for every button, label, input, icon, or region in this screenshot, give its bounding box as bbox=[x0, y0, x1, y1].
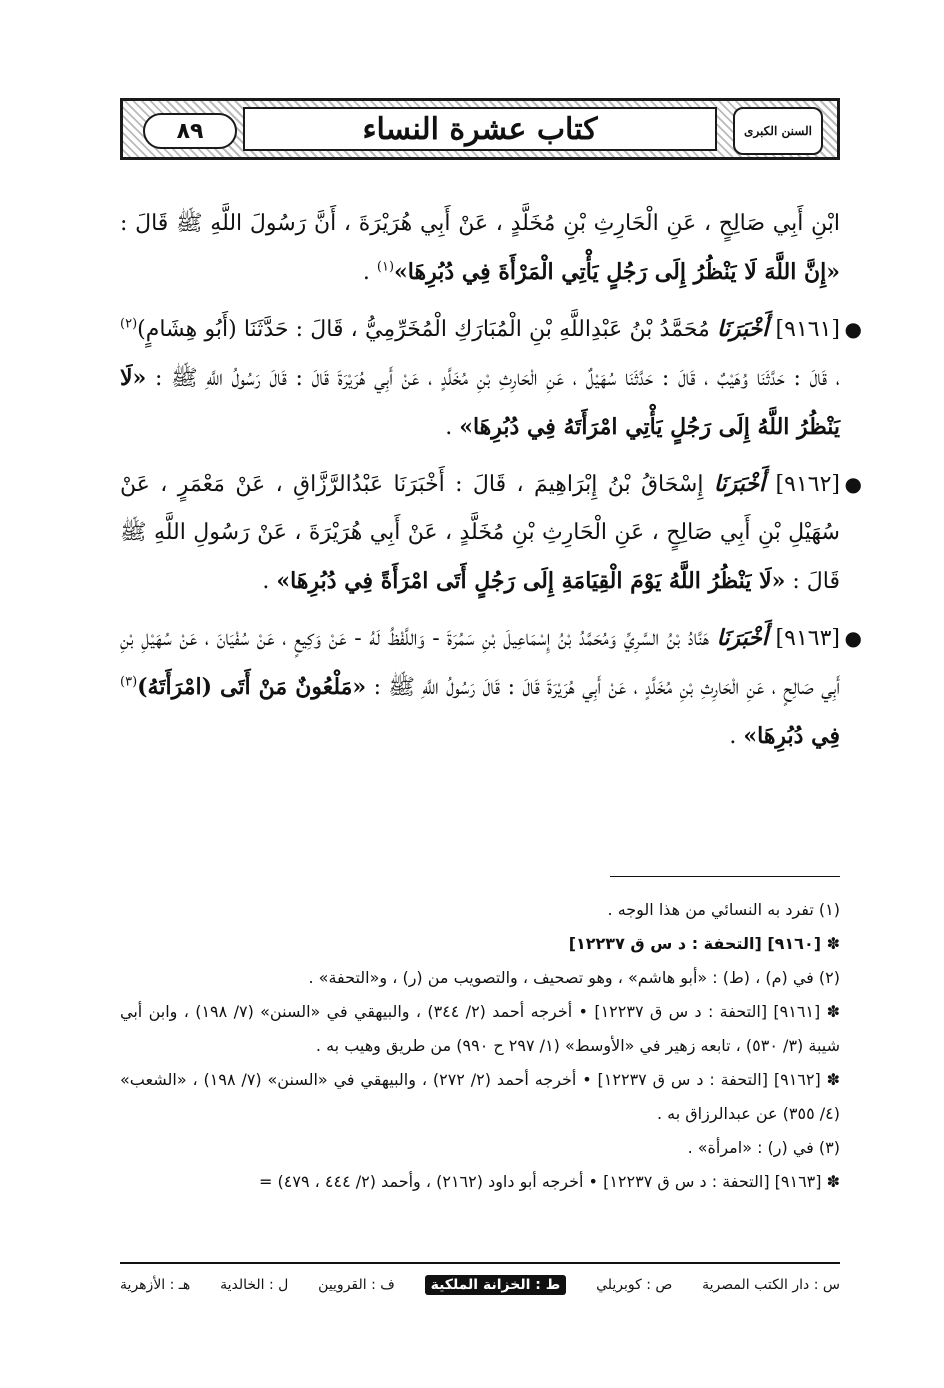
isnad-text: مُحَمَّدُ بْنُ عَبْدِاللَّهِ بْنِ الْمُبَارَكِ الْمُخَرِّمِيُّ ، قَالَ : حَدَّثَنَا (أَبُو هِشَامٍ) bbox=[137, 317, 710, 342]
footnotes bbox=[120, 893, 840, 1199]
page-header bbox=[120, 98, 840, 160]
punctuation: . bbox=[445, 415, 460, 440]
bullet-icon: ● bbox=[844, 626, 862, 650]
page-number: ٨٩ bbox=[143, 113, 237, 149]
manuscript-legend bbox=[120, 1270, 840, 1300]
footnote-3: (٣) في (ر) : «امرأة» . bbox=[687, 1138, 840, 1157]
hadith-text-continued: فِي دُبُرِهَا» bbox=[743, 723, 840, 749]
legend-item-sad: ص : كوبريلي bbox=[596, 1277, 673, 1293]
hadith-text: «إِنَّ اللَّهَ لَا يَنْظُرُ إِلَى رَجُلٍ يَأْتِي الْمَرْأَةَ فِي دُبُرِهَا» bbox=[394, 259, 840, 285]
book-logo-seal: السنن الكبرى bbox=[733, 107, 823, 155]
hadith-text: «مَلْعُونٌ مَنْ أَتَى (امْرَأَتَهُ) bbox=[137, 674, 367, 700]
legend-divider bbox=[120, 1262, 840, 1264]
hadith-number: [٩١٦٢] bbox=[775, 472, 840, 497]
punctuation: . bbox=[729, 724, 744, 749]
isnad-text: إِسْحَاقُ بْنُ إِبْرَاهِيمَ ، قَالَ : أَخْبَرَنَا عَبْدُالرَّزَّاقِ ، عَنْ مَعْمَرٍ ، عَنْ سُهَيْلِ بْنِ أَبِي صَالِحٍ ، عَنِ الْحَارِثِ بْنِ مُخَلَّدٍ ، عَنْ أَبِي هُرَيْرَةَ ، عَنْ رَسُولِ اللَّهِ ﷺ قَالَ : bbox=[120, 472, 840, 594]
isnad-text: هَنَّادُ بْنُ السَّرِيِّ وَمُحَمَّدُ بْنُ إِسْمَاعِيلَ بْنِ سَمُرَةَ - وَاللَّفْظُ لَهُ - عَنْ وَكِيعٍ ، عَنْ سُفْيَانَ ، عَنْ سُهَيْلِ بْنِ أَبِي صَالِحٍ ، عَنِ الْحَارِثِ بْنِ مُخَلَّدٍ ، عَنْ أَبِي هُرَيْرَةَ قَالَ : قَالَ رَسُولُ اللَّهِ ﷺ : bbox=[120, 626, 841, 700]
legend-item-s: س : دار الكتب المصرية bbox=[702, 1277, 840, 1293]
book-title: كتاب عشرة النساء bbox=[243, 107, 717, 151]
takhrij-9160: ✽ [٩١٦٠] [التحفة : د س ق ١٢٢٣٧] bbox=[568, 934, 840, 953]
takhrij-9163: ✽ [٩١٦٣] [التحفة : د س ق ١٢٢٣٧] • أخرجه أبو داود (٢١٦٢) ، وأحمد (٢/ ٤٤٤ ، ٤٧٩) = bbox=[259, 1172, 840, 1191]
bullet-icon: ● bbox=[844, 472, 862, 496]
hadith-paragraph bbox=[120, 460, 862, 606]
legend-item-lam: ل : الخالدية bbox=[220, 1277, 289, 1293]
footnote-ref: (١) bbox=[376, 259, 395, 275]
legend-item-ha: هـ : الأزهرية bbox=[120, 1277, 191, 1293]
narration-verb: أَخْبَرَنَا bbox=[713, 471, 766, 497]
legend-item-ta: ط : الخزانة الملكية bbox=[425, 1275, 567, 1295]
footnote-2: (٢) في (م) ، (ط) : «أبو هاشم» ، وهو تصحيف ، والتصويب من (ر) ، و«التحفة» . bbox=[308, 968, 840, 987]
legend-item-fa: ف : القرويين bbox=[318, 1277, 395, 1293]
hadith-number: [٩١٦٣] bbox=[775, 626, 840, 651]
hadith-text: «لَا يَنْظُرُ اللَّهُ إِلَى رَجُلٍ يَأْتِي امْرَأَتَهُ فِي دُبُرِهَا» bbox=[120, 365, 840, 440]
footnote-1: (١) تفرد به النسائي من هذا الوجه . bbox=[607, 900, 840, 919]
narration-verb: أَخْبَرَنَا bbox=[717, 316, 769, 342]
takhrij-9162: ✽ [٩١٦٢] [التحفة : د س ق ١٢٢٣٧] • أخرجه أحمد (٢/ ٢٧٢) ، والبيهقي في «السنن» (٧/ ١٩٨) ، «الشعب» (٤/ ٣٥٥) عن عبدالرزاق به . bbox=[120, 1070, 841, 1123]
takhrij-9161: ✽ [٩١٦١] [التحفة : د س ق ١٢٢٣٧] • أخرجه أحمد (٢/ ٣٤٤) ، والبيهقي في «السنن» (٧/ ١٩٨) ، وابن أبي شيبة (٣/ ٥٣٠) ، تابعه زهير في «الأوسط» (١/ ٢٩٧ ح ٩٩٠) من طريق وهيب به . bbox=[120, 1002, 840, 1055]
narration-verb: أَخْبَرَنَا bbox=[716, 625, 768, 651]
footnote-divider bbox=[610, 876, 840, 877]
hadith-text: «لَا يَنْظُرُ اللَّهُ يَوْمَ الْقِيَامَةِ إِلَى رَجُلٍ أَتَى امْرَأَةً فِي دُبُرِهَا» bbox=[276, 568, 786, 594]
main-text bbox=[120, 200, 862, 769]
hadith-paragraph bbox=[120, 614, 862, 761]
footnote-ref: (٣) bbox=[120, 674, 138, 690]
isnad-text: ابْنِ أَبِي صَالِحٍ ، عَنِ الْحَارِثِ بْنِ مُخَلَّدٍ ، عَنْ أَبِي هُرَيْرَةَ ، أَنَّ رَسُولَ اللَّهِ ﷺ قَالَ : bbox=[120, 211, 840, 236]
paragraph-continuation bbox=[120, 200, 840, 297]
isnad-text-continued: ، قَالَ : حَدَّثَنَا وُهَيْبٌ ، قَالَ : حَدَّثَنَا سُهَيْلٌ ، عَنِ الْحَارِثِ بْنِ مُخَلَّدٍ ، عَنْ أَبِي هُرَيْرَةَ قَالَ : قَالَ رَسُولُ اللَّهِ ﷺ : bbox=[154, 366, 840, 391]
punctuation: . bbox=[362, 260, 377, 285]
hadith-number: [٩١٦١] bbox=[775, 317, 840, 342]
footnote-ref: (٢) bbox=[120, 316, 138, 332]
bullet-icon: ● bbox=[844, 317, 862, 341]
punctuation: . bbox=[262, 569, 277, 594]
hadith-paragraph bbox=[120, 305, 862, 452]
